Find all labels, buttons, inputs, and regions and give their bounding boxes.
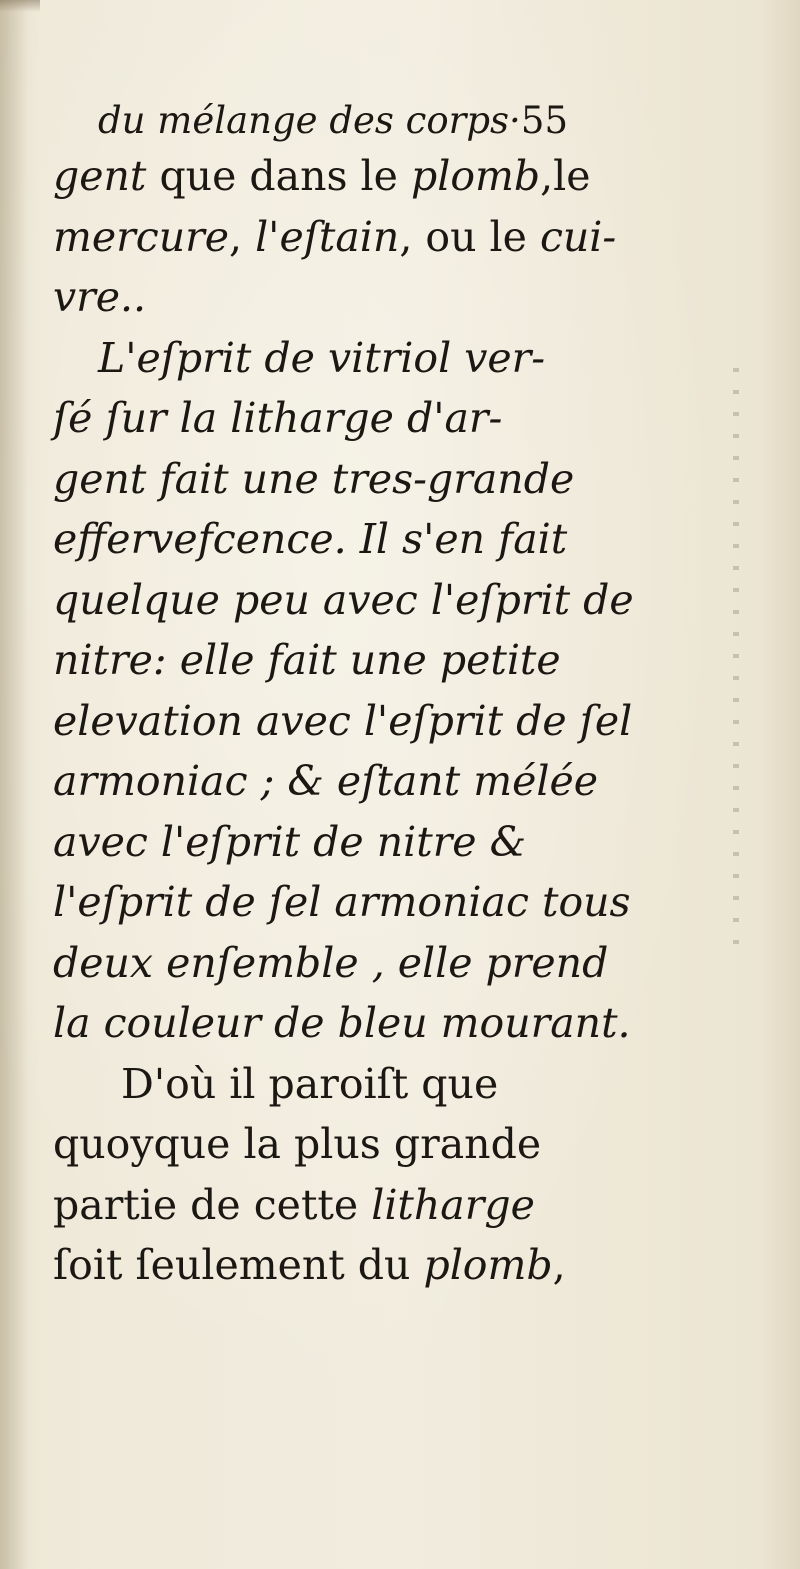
italic-text: armoniac ; & eſtant mélée — [53, 757, 598, 805]
italic-text: gent fait une tres-grande — [53, 454, 575, 503]
italic-text: l'eſprit de ſel armoniac tous — [53, 878, 631, 926]
roman-text: ,le — [540, 152, 591, 200]
italic-text: L'eſprit de vitriol ver- — [98, 333, 546, 382]
body-text — [53, 146, 634, 1296]
text-line — [53, 993, 631, 1054]
page-number: 55 — [520, 99, 568, 142]
text-line — [53, 570, 634, 631]
text-line — [53, 509, 583, 570]
italic-text: ſé ſur la litharge d'ar- — [53, 394, 503, 442]
roman-text: ſoit ſeulement du — [53, 1241, 424, 1289]
roman-text: quoyque la plus grande — [53, 1120, 542, 1168]
italic-text: mercure — [53, 212, 229, 261]
italic-text: litharge — [371, 1180, 535, 1229]
roman-text: D'où il paroiſt que — [121, 1059, 499, 1108]
roman-text: , — [552, 1241, 566, 1289]
italic-text: deux enſemble , elle prend — [53, 938, 609, 987]
text-line — [53, 933, 609, 994]
text-line — [53, 1054, 583, 1115]
roman-text: que dans le — [159, 152, 411, 200]
italic-text: plomb — [410, 152, 541, 200]
italic-text: la couleur de bleu mourant. — [53, 999, 631, 1047]
page-corner-mark — [0, 0, 40, 12]
text-line — [53, 1235, 583, 1296]
text-line — [53, 812, 583, 873]
italic-text: plomb — [423, 1241, 553, 1289]
text-line — [53, 207, 617, 268]
text-line — [53, 267, 583, 328]
italic-text: elevation avec l'eſprit de ſel — [53, 696, 633, 745]
italic-text: quelque peu avec l'eſprit de — [53, 575, 634, 624]
roman-text: , ou le — [399, 212, 540, 261]
italic-text: vre.. — [53, 273, 147, 321]
text-line — [53, 146, 591, 207]
italic-text: avec l'eſprit de nitre & — [53, 817, 527, 866]
running-header — [98, 96, 578, 146]
italic-text: nitre: elle fait une petite — [53, 636, 561, 684]
italic-text: cui- — [539, 212, 617, 261]
text-line — [53, 449, 583, 510]
roman-text: partie de cette — [53, 1180, 372, 1229]
show-through-marks — [733, 350, 739, 950]
text-line — [53, 1175, 583, 1236]
gutter-shadow — [0, 0, 28, 1569]
italic-text: effervefcence. Il s'en fait — [53, 515, 568, 563]
text-line — [53, 872, 631, 933]
text-line — [53, 328, 583, 389]
text-line — [53, 691, 633, 752]
italic-text: gent — [53, 152, 160, 200]
text-line — [53, 630, 583, 691]
text-line — [53, 388, 583, 449]
text-line — [53, 1114, 583, 1175]
roman-text: , — [228, 212, 256, 261]
running-title: du mélange des corps· — [98, 99, 521, 142]
text-line — [53, 751, 598, 812]
italic-text: l'eſtain — [255, 212, 400, 261]
